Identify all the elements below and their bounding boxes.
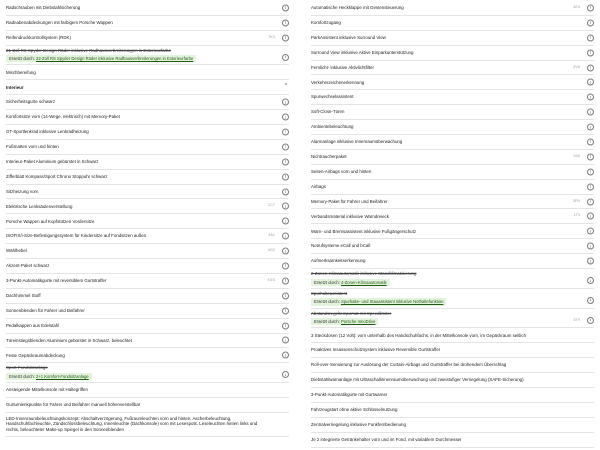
replacement-link[interactable]: Spurhalte- und Stauassistent inklusive Nothaltefunktion	[341, 299, 444, 305]
info-icon[interactable]: i	[587, 297, 594, 304]
equipment-label: Proaktives Insassenschutzsystem inklusive Reversible Gurtstraffer	[311, 347, 441, 353]
info-icon[interactable]: i	[587, 213, 594, 220]
info-icon[interactable]: i	[587, 277, 594, 284]
equipment-row	[311, 224, 594, 239]
equipment-row	[311, 135, 594, 150]
equipment-row	[6, 185, 289, 200]
info-icon[interactable]: i	[587, 138, 594, 145]
equipment-row	[311, 388, 594, 403]
equipment-label: Pedalkappen aus Edelstahl	[6, 322, 60, 328]
replacement-link[interactable]: Porsche InnoDrive	[341, 319, 376, 325]
equipment-label: Roll-over-Sensierung zur Auslösung der Curtain-Airbags und Gurtstraffer bei drohendem Überschlag	[311, 362, 507, 368]
equipment-row	[6, 319, 289, 334]
info-icon[interactable]: i	[282, 233, 289, 240]
equipment-row	[311, 239, 594, 254]
option-code: 7K3	[268, 34, 275, 39]
info-icon[interactable]: i	[587, 49, 594, 56]
info-icon[interactable]: i	[587, 153, 594, 160]
equipment-label: Alarmanlage inklusive Innenraumüberwachung	[311, 139, 403, 145]
replacement-prefix: Ersetzt durch:	[314, 299, 341, 305]
info-icon[interactable]: i	[282, 337, 289, 344]
info-icon[interactable]: i	[282, 54, 289, 61]
equipment-row	[311, 289, 594, 309]
equipment-row	[6, 259, 289, 274]
equipment-label: Automatische Heckklappe mit Gestensteuerung	[311, 5, 404, 11]
section-header[interactable]	[6, 80, 289, 95]
equipment-row	[6, 16, 289, 31]
equipment-label: Akzent-Paket schwarz	[6, 263, 50, 269]
equipment-row	[6, 65, 289, 80]
info-icon[interactable]: i	[282, 188, 289, 195]
equipment-row	[6, 304, 289, 319]
replacement-prefix: Ersetzt durch:	[9, 373, 36, 379]
equipment-row	[311, 403, 594, 418]
equipment-label: Sicherheitsgurte schwarz	[6, 99, 56, 105]
equipment-label: Fußmatten vorn und hinten	[6, 144, 59, 150]
section-title: Interieur	[6, 84, 24, 90]
equipment-label: Abstandsregeltempomat mit Speedlimiter	[311, 310, 392, 316]
equipment-row	[6, 413, 289, 437]
info-icon[interactable]: i	[282, 143, 289, 150]
info-icon[interactable]: i	[587, 34, 594, 41]
info-icon[interactable]: i	[282, 292, 289, 299]
equipment-label: Soft-Close-Türen	[311, 109, 345, 115]
equipment-label: Spurwechselassistent	[311, 94, 354, 100]
equipment-row	[6, 125, 289, 140]
equipment-label: 3-Punkt-Automatikgurte mit Gurtwarner	[311, 392, 388, 398]
info-icon[interactable]: i	[282, 262, 289, 269]
equipment-label: 21-Zoll RS Spyder Design Räder inklusive Radhausverbreiterungen in Exterieurfarbe	[6, 47, 171, 53]
info-icon[interactable]: i	[282, 19, 289, 26]
equipment-label: Porsche Wappen auf Kopfstützen Vordersitze	[6, 218, 95, 224]
replacement-prefix: Ersetzt durch:	[314, 279, 341, 285]
equipment-label: Mischbereifung	[6, 69, 36, 75]
equipment-label: Aufmerksamkeitserkennung	[311, 258, 366, 264]
equipment-label: Komfortzugang	[311, 20, 341, 26]
equipment-column-right	[311, 1, 594, 448]
info-icon[interactable]: i	[587, 258, 594, 265]
option-code: 1T3	[573, 213, 580, 218]
chevron-up-icon[interactable]: ⌃	[283, 83, 288, 90]
equipment-label: Spurhalteassistent	[311, 290, 348, 296]
equipment-label: Warn- und Bremsassistent inklusive Fußgängerschutz	[311, 228, 417, 234]
equipment-row	[6, 363, 289, 383]
info-icon[interactable]: i	[282, 4, 289, 11]
equipment-label: Interieur-Paket Aluminium gebürstet in Schwarz	[6, 158, 99, 164]
info-icon[interactable]: i	[587, 243, 594, 250]
equipment-row	[6, 398, 289, 413]
info-icon[interactable]: i	[282, 34, 289, 41]
equipment-label: Ansteigende Mittelkonsole mit Haltegriffen	[6, 387, 88, 393]
equipment-row	[311, 328, 594, 343]
option-code: 3A1	[268, 233, 275, 238]
equipment-label: Sport-Fondsitzanlage	[6, 365, 48, 371]
equipment-row	[6, 214, 289, 229]
equipment-row	[311, 418, 594, 433]
equipment-label: ISOFIX/i-Size-Befestigungssystem für Kindersitze auf Fondsitzen außen	[6, 233, 147, 239]
equipment-label: Zifferblatt Kompass/Sport Chrono Stoppuhr schwarz	[6, 173, 108, 179]
equipment-row	[311, 90, 594, 105]
equipment-row	[6, 383, 289, 398]
equipment-row	[311, 105, 594, 120]
info-icon[interactable]: i	[282, 99, 289, 106]
equipment-label: Nichtraucherpaket	[311, 154, 347, 160]
equipment-row	[311, 61, 594, 76]
info-icon[interactable]: i	[282, 322, 289, 329]
equipment-label: GT-Sportlenkrad inklusive Lenkradheizung	[6, 129, 89, 135]
info-icon[interactable]: i	[282, 114, 289, 121]
equipment-label: Komfortsitze vorn (14-Wege, elektrisch) mit Memory-Paket	[6, 114, 120, 120]
equipment-row	[311, 358, 594, 373]
equipment-label: Gurtumlenkpunkte für Fahrer und Beifahrer manuell höhenverstellbar	[6, 402, 141, 408]
replacement-note	[311, 298, 574, 305]
equipment-row	[6, 229, 289, 244]
equipment-label: Reifendruckkontrollsystem (RDK)	[6, 34, 71, 40]
equipment-label: Türeinstiegsblenden Aluminium gebürstet in Schwarz, beleuchtet	[6, 337, 132, 343]
equipment-label: Je 2 integrierte Getränkehalter vorn und im Fond, mit variablem Durchmesser	[311, 436, 462, 442]
equipment-row	[311, 75, 594, 90]
equipment-row	[6, 199, 289, 214]
info-icon[interactable]: i	[587, 94, 594, 101]
option-code: 8T9	[573, 317, 580, 322]
info-icon[interactable]: i	[587, 109, 594, 116]
equipment-row	[311, 433, 594, 448]
equipment-row	[311, 150, 594, 165]
equipment-label: ParkAssistent inklusive Surround View	[311, 34, 386, 40]
replacement-prefix: Ersetzt durch:	[314, 319, 341, 325]
equipment-label: Memory-Paket für Fahrer und Beifahrer	[311, 198, 388, 204]
info-icon[interactable]: i	[282, 218, 289, 225]
info-icon[interactable]: i	[587, 64, 594, 71]
equipment-row	[311, 254, 594, 269]
equipment-row	[6, 46, 289, 66]
equipment-label: Sonnenblenden für Fahrer und Beifahrer	[6, 307, 85, 313]
info-icon[interactable]: i	[282, 277, 289, 284]
equipment-row	[6, 274, 289, 289]
equipment-label: Verkehrszeichenerkennung	[311, 79, 365, 85]
option-code: 4GS	[267, 278, 275, 283]
option-code: 2C7	[268, 203, 275, 208]
info-icon[interactable]: i	[587, 168, 594, 175]
info-icon[interactable]: i	[282, 203, 289, 210]
equipment-row	[311, 1, 594, 16]
info-icon[interactable]: i	[282, 173, 289, 180]
equipment-row	[311, 31, 594, 46]
info-icon[interactable]: i	[587, 124, 594, 131]
replacement-note	[311, 279, 574, 286]
option-code: 3FN	[572, 198, 580, 203]
equipment-label: Dachhimmel Stoff	[6, 292, 41, 298]
equipment-row	[311, 209, 594, 224]
equipment-row	[6, 95, 289, 110]
equipment-row	[311, 180, 594, 195]
replacement-note	[311, 318, 574, 325]
equipment-label: Feste Gepäckraumabdeckung	[6, 352, 65, 358]
equipment-row	[6, 348, 289, 363]
replacement-link[interactable]: 22-Zoll RS Spyder Design Räder inklusive Radhausverbreiterungen in Exterieurfarbe	[36, 56, 194, 62]
info-icon[interactable]: i	[587, 183, 594, 190]
equipment-row	[311, 343, 594, 358]
equipment-label: Fernlicht- inklusive Aktivlichtfilter	[311, 64, 374, 70]
replacement-link[interactable]: 4-Zonen-Klimaautomatik	[341, 279, 387, 285]
equipment-label: Verbandsmaterial inklusive Warndreieck	[311, 213, 389, 219]
info-icon[interactable]: i	[282, 158, 289, 165]
equipment-label: 3 Steckdosen (12 Volt): vorn unterhalb des Handschuhfachs, in der Mittelkonsole vorn, im Gepäckraum seitlich	[311, 332, 527, 338]
info-icon[interactable]: i	[282, 128, 289, 135]
equipment-row	[6, 31, 289, 46]
equipment-row	[6, 1, 289, 16]
info-icon[interactable]: i	[282, 248, 289, 255]
equipment-row	[6, 334, 289, 349]
equipment-row	[311, 309, 594, 329]
equipment-label: Surround View inklusive Aktive Einparkunterstützung	[311, 49, 414, 55]
info-icon[interactable]: i	[587, 79, 594, 86]
replacement-link[interactable]: 2+1 Komfort-Fondsitzanlage	[36, 373, 89, 379]
equipment-row	[6, 155, 289, 170]
equipment-label: 2-Zonen-Klimaautomatik inklusive Standklimatisierung	[311, 271, 417, 277]
info-icon[interactable]: i	[282, 371, 289, 378]
equipment-row	[6, 110, 289, 125]
equipment-row	[311, 373, 594, 388]
info-icon[interactable]: i	[587, 4, 594, 11]
equipment-label: Diebstahlwarnanlage mit Ultraschallinnenraumüberwachung und zweistufiger Verriegelung (SAFE-Sicherung)	[311, 377, 524, 383]
equipment-label: Airbags	[311, 183, 326, 189]
equipment-row	[6, 140, 289, 155]
equipment-label: Ambientebeleuchtung	[311, 124, 354, 130]
equipment-label: Radschrauben mit Diebstahlsicherung	[6, 5, 81, 11]
info-icon[interactable]: i	[282, 352, 289, 359]
option-code: 4E4	[573, 5, 580, 10]
info-icon[interactable]: i	[282, 307, 289, 314]
equipment-row	[6, 170, 289, 185]
equipment-row	[311, 165, 594, 180]
equipment-label: LED-Innenraumbeleuchtungskonzept: Abschaltverzögerung, Fußraumleuchten vorn und hinten, Ascherbeleuchtung, Handschuhfachleuchte, Zündschlossbeleuchtung, Innenleuchte (Dachkonsole) vorn mit Lesespots. Leseleuchten hinten links und rechts, beleuchteter Make-up Spiegel in den Sonnenblenden	[6, 415, 258, 433]
option-code: 2V8	[573, 64, 580, 69]
info-icon[interactable]: i	[587, 317, 594, 324]
equipment-label: Zentralverriegelung inklusive Funkfernbedienung	[311, 421, 406, 427]
replacement-note	[6, 55, 269, 62]
equipment-label: Wählhebel	[6, 248, 27, 254]
equipment-row	[6, 244, 289, 259]
equipment-label: Seiten-Airbags vorn und hinten	[311, 168, 372, 174]
option-code: 4G2	[267, 248, 275, 253]
equipment-row	[311, 120, 594, 135]
equipment-label: 3-Punkt-Automatikgurte mit reversiblem Gurtstraffer	[6, 278, 107, 284]
equipment-row	[6, 289, 289, 304]
equipment-label: Fahrzeugstart ohne aktive Schlüsselnutzung	[311, 407, 398, 413]
equipment-label: Sitzheizung vorn	[6, 188, 39, 194]
replacement-note	[6, 373, 269, 380]
info-icon[interactable]: i	[587, 198, 594, 205]
info-icon[interactable]: i	[587, 19, 594, 26]
equipment-label: Elektrische Lenksäulenverstellung	[6, 203, 73, 209]
equipment-label: Notrufsysteme eCall und bCall	[311, 243, 371, 249]
info-icon[interactable]: i	[587, 228, 594, 235]
equipment-row	[311, 16, 594, 31]
equipment-row	[311, 195, 594, 210]
equipment-label: Radnabenabdeckungen mit farbigem Porsche Wappen	[6, 20, 113, 26]
replacement-prefix: Ersetzt durch:	[9, 56, 36, 62]
equipment-column-left	[6, 1, 289, 437]
option-code: 9JA	[573, 154, 580, 159]
equipment-row	[311, 46, 594, 61]
equipment-row	[311, 269, 594, 289]
